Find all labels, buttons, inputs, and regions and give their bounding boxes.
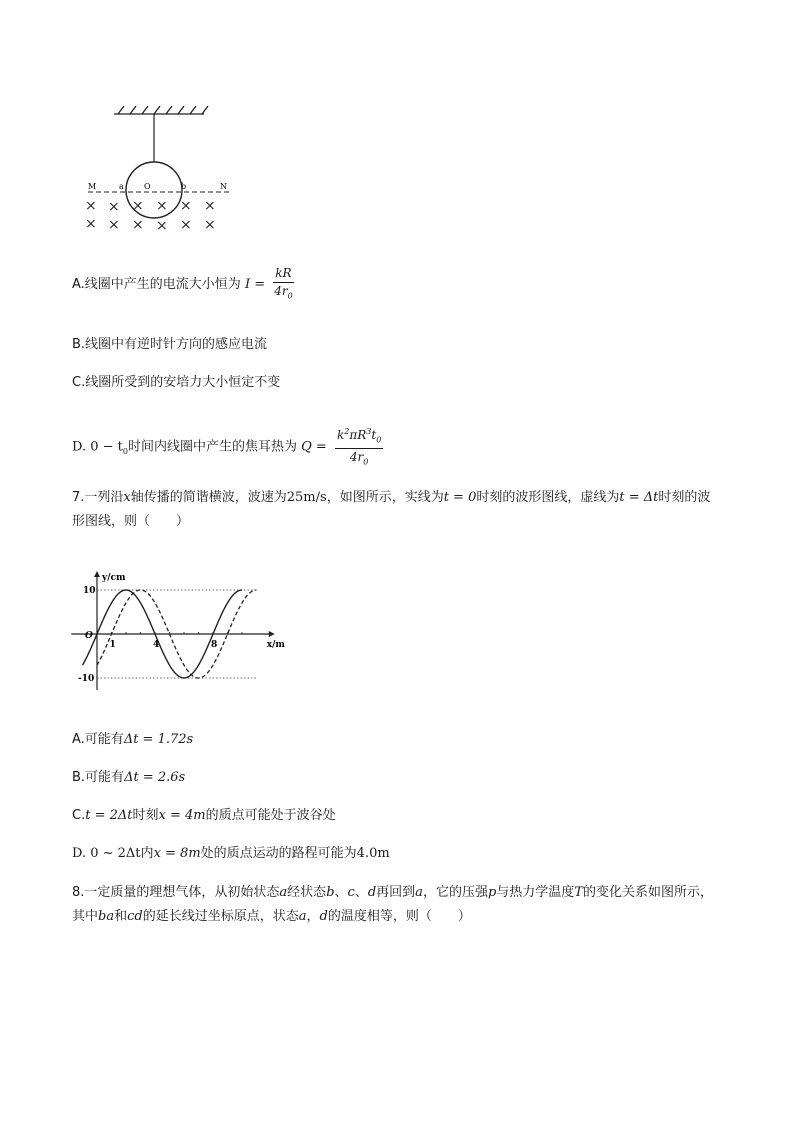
q6-option-c[interactable]: C.线圈所受到的安培力大小恒定不变 [72, 375, 281, 390]
y-axis-arrow [94, 571, 100, 577]
field-cross: × [180, 217, 192, 233]
q7-option-c[interactable]: C.t = 2Δt时刻x = 4m的质点可能处于波谷处 [72, 808, 336, 823]
label-a: a [119, 182, 124, 191]
x-axis-label: x/m [266, 640, 285, 650]
field-cross: × [156, 218, 168, 234]
magnetic-field-crosses [85, 198, 216, 234]
label-m: M [88, 182, 97, 191]
q8-stem: 8.一定质量的理想气体，从初始状态a经状态b、c、d再回到a，它的压强p与热力学温度T的变化关系如图所示，其中ba和cd的延长线过坐标原点，状态a，d的温度相等，则（ ） [72, 885, 713, 924]
x-tick-label-4: 4 [153, 640, 160, 650]
x-tick-label-8: 8 [211, 640, 218, 650]
x-axis-arrow [269, 631, 275, 637]
field-cross: × [108, 217, 120, 233]
current-fraction: $\frac{kR}{4r_0}$ [274, 266, 293, 301]
y-axis-label: y/cm [102, 573, 126, 583]
q7-option-b[interactable]: B.可能有Δt = 2.6s [72, 770, 186, 785]
origin-label: O [85, 631, 93, 641]
field-cross: × [180, 198, 192, 214]
field-cross: × [108, 199, 120, 215]
ceiling-support [114, 106, 208, 114]
q6-option-a[interactable]: A.线圈中产生的电流大小恒为 I = $\frac{kR}{4r_0}$ [72, 266, 294, 303]
x-tick-label-1: 1 [109, 640, 116, 650]
q7-option-a[interactable]: A.可能有Δt = 1.72s [72, 732, 194, 747]
field-cross: × [204, 217, 216, 233]
label-o: O [144, 182, 151, 191]
wave-chart [78, 558, 285, 698]
field-cross: × [156, 198, 168, 214]
field-cross: × [132, 217, 144, 233]
q7-option-d[interactable]: D. 0 ~ 2Δt内x = 8m处的质点运动的路程可能为4.0m [72, 846, 390, 861]
label-n: N [220, 182, 227, 191]
q6-option-b[interactable]: B.线圈中有逆时针方向的感应电流 [72, 337, 268, 352]
y-tick-label-neg10: -10 [78, 674, 95, 684]
label-b: b [181, 182, 187, 191]
coil-magnetic-field-figure [80, 100, 250, 242]
heat-fraction: $\frac{k^2\pi R^3t_0}{4r_0}$ [335, 424, 383, 470]
field-cross: × [85, 216, 97, 232]
field-cross: × [132, 198, 144, 214]
field-cross: × [85, 198, 97, 214]
q6-option-d[interactable]: D. $0 - t_0$时间内线圈中产生的焦耳热为 Q = $\frac{k^2\pi R^3t_0}{4r_0}$ [72, 424, 383, 470]
y-tick-label-10: 10 [83, 586, 96, 596]
q7-stem: 7.一列沿x轴传播的简谐横波，波速为25m/s，如图所示，实线为t = 0时刻的波形图线，虚线为t = Δt时刻的波形图线，则（ ） [72, 490, 711, 529]
field-cross: × [204, 198, 216, 214]
